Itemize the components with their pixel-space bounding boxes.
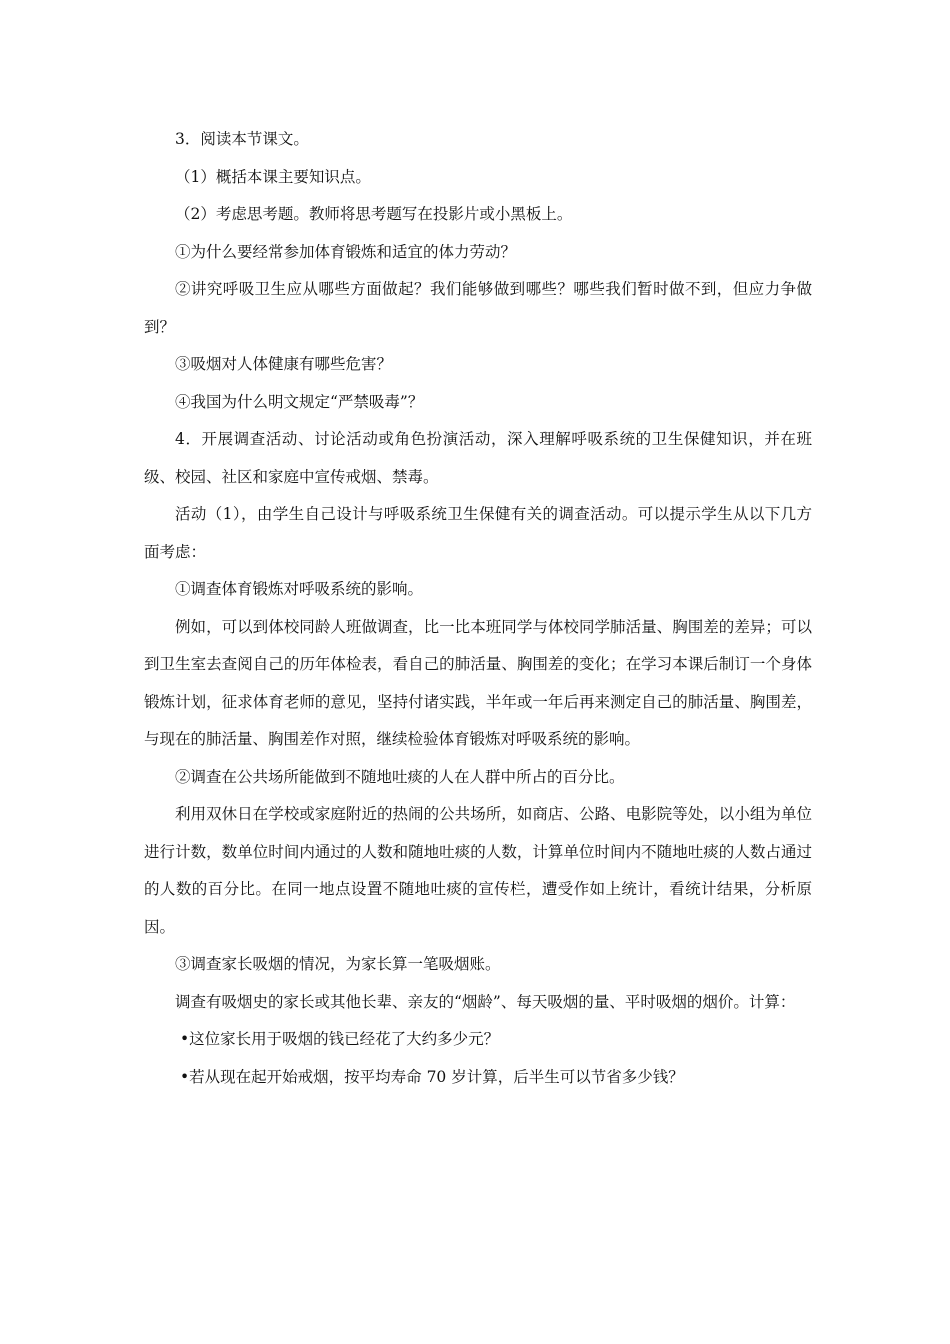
question-3: ③吸烟对人体健康有哪些危害？: [175, 355, 393, 373]
bullet-item-1: •这位家长用于吸烟的钱已经花了大约多少元？: [180, 1030, 500, 1048]
survey-item-1-detail: 例如，可以到体校同龄人班做调查，比一比本班同学与体校同学肺活量、胸围差的差异；可以到卫生室去查阅自己的历年体检表，看自己的肺活量、胸围差的变化；在学习本课后制订一个身体锻炼计划，征求体育老师的意见，坚持付诸实践，半年或一年后再来测定自己的肺活量、胸围差，与现在的肺活量、胸围差作对照，继续检验体育锻炼对呼吸系统的影响。: [144, 617, 812, 748]
paragraph-step-3-1: （1）概括本课主要知识点。: [175, 167, 371, 186]
question-1: ①为什么要经常参加体育锻炼和适宜的体力劳动？: [175, 242, 517, 261]
survey-item-2-detail: 利用双休日在学校或家庭附近的热闹的公共场所，如商店、公路、电影院等处，以小组为单位进行计数，数单位时间内通过的人数和随地吐痰的人数，计算单位时间内不随地吐痰的人数占通过的人数的百分比。在同一地点设置不随地吐痰的宣传栏，遭受作如上统计，看统计结果，分析原因。: [144, 805, 812, 936]
paragraph-activity-1: 活动（1），由学生自己设计与呼吸系统卫生保健有关的调查活动。可以提示学生从以下几方面考虑：: [144, 505, 812, 561]
paragraph-step-4: 4．开展调查活动、讨论活动或角色扮演活动，深入理解呼吸系统的卫生保健知识，并在班级、校园、社区和家庭中宣传戒烟、禁毒。: [144, 430, 812, 486]
paragraph-step-3: 3．阅读本节课文。: [175, 130, 309, 148]
question-4: ④我国为什么明文规定“严禁吸毒”？: [175, 392, 424, 411]
survey-item-3: ③调查家长吸烟的情况，为家长算一笔吸烟账。: [175, 955, 501, 973]
document-body: [144, 121, 812, 1096]
survey-item-2: ②调查在公共场所能做到不随地吐痰的人在人群中所占的百分比。: [175, 767, 625, 786]
bullet-item-2: •若从现在起开始戒烟，按平均寿命 70 岁计算，后半生可以节省多少钱？: [180, 1067, 684, 1086]
paragraph-step-3-2: （2）考虑思考题。教师将思考题写在投影片或小黑板上。: [175, 205, 573, 223]
survey-item-3-detail: 调查有吸烟史的家长或其他长辈、亲友的“烟龄”、每天吸烟的量、平时吸烟的烟价。计算：: [175, 992, 796, 1011]
survey-item-1: ①调查体育锻炼对呼吸系统的影响。: [175, 580, 424, 598]
question-2: ②讲究呼吸卫生应从哪些方面做起？我们能够做到哪些？哪些我们暂时做不到，但应力争做到？: [144, 280, 812, 336]
